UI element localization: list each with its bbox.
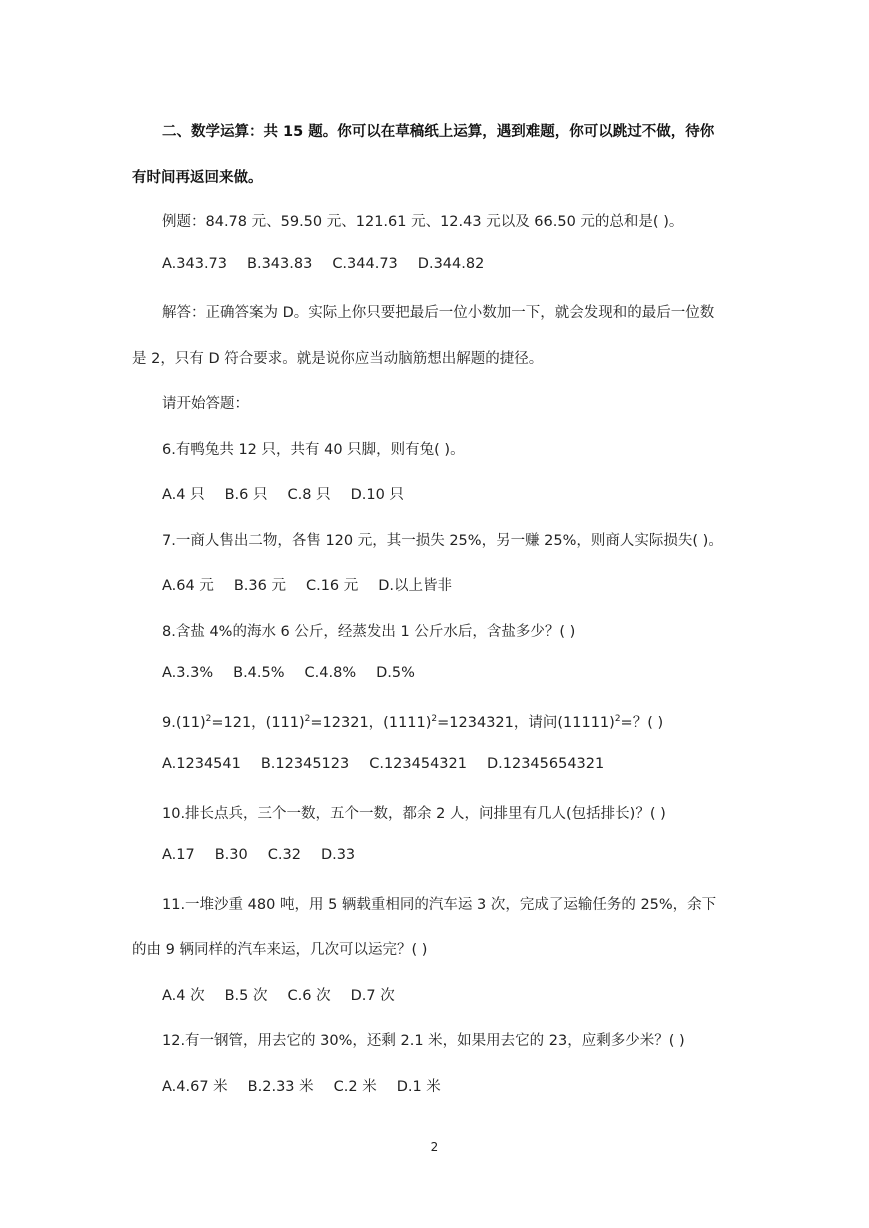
- question-6: 6.有鸭兔共 12 只，共有 40 只脚，则有兔( )。: [162, 442, 465, 458]
- option: C.6 次: [287, 988, 331, 1004]
- option: A.4 只: [162, 487, 205, 503]
- option: B.12345123: [260, 756, 350, 772]
- option: B.343.83: [247, 256, 313, 272]
- option: A.4.67 米: [162, 1079, 228, 1095]
- example-options: [162, 256, 484, 272]
- option: C.344.73: [332, 256, 398, 272]
- question-11-line-1: 11.一堆沙重 480 吨，用 5 辆载重相同的汽车运 3 次，完成了运输任务的 25%，余下: [162, 897, 717, 913]
- question-8: 8.含盐 4%的海水 6 公斤，经蒸发出 1 公斤水后，含盐多少？( ): [162, 624, 576, 640]
- question-12: 12.有一钢管，用去它的 30%，还剩 2.1 米，如果用去它的 23，应剩多少米？( ): [162, 1033, 685, 1049]
- option: B.36 元: [233, 578, 286, 594]
- section-heading-line-2: 有时间再返回来做。: [132, 170, 263, 186]
- option: B.30: [214, 847, 248, 863]
- option: B.5 次: [224, 988, 268, 1004]
- question-10-options: [162, 847, 355, 863]
- option: D.10 只: [350, 487, 404, 503]
- option: C.32: [267, 847, 301, 863]
- option: A.4 次: [162, 988, 205, 1004]
- exponent: 2: [614, 714, 621, 725]
- exponent: 2: [205, 714, 212, 725]
- option: D.7 次: [350, 988, 395, 1004]
- option: A.17: [162, 847, 195, 863]
- example-question: 例题：84.78 元、59.50 元、121.61 元、12.43 元以及 66.50 元的总和是( )。: [162, 214, 684, 230]
- question-11-line-2: 的由 9 辆同样的汽车来运，几次可以运完？( ): [132, 942, 428, 958]
- question-9-text: =1234321，请问(11111): [437, 715, 615, 731]
- exponent: 2: [431, 714, 438, 725]
- option: A.1234541: [162, 756, 241, 772]
- question-6-options: [162, 483, 404, 504]
- option: B.4.5%: [233, 665, 285, 681]
- option: B.6 只: [224, 487, 268, 503]
- question-7-options: [162, 574, 452, 595]
- option: D.1 米: [396, 1079, 441, 1095]
- option: A.64 元: [162, 578, 214, 594]
- question-12-options: [162, 1075, 441, 1096]
- page-number: 2: [430, 1140, 439, 1154]
- option: D.12345654321: [486, 756, 605, 772]
- section-heading-line-1: 二、数学运算：共 15 题。你可以在草稿纸上运算，遇到难题，你可以跳过不做，待你: [162, 124, 715, 140]
- option: D.344.82: [417, 256, 485, 272]
- question-9-text: =12321，(1111): [310, 715, 432, 731]
- option: A.343.73: [162, 256, 228, 272]
- option: C.123454321: [369, 756, 467, 772]
- option: D.33: [320, 847, 356, 863]
- question-10: 10.排长点兵，三个一数，五个一数，都余 2 人，问排里有几人(包括排长)？( ): [162, 806, 666, 822]
- question-9-text: =？( ): [620, 715, 664, 731]
- option: C.4.8%: [304, 665, 357, 681]
- start-prompt: 请开始答题：: [162, 396, 249, 412]
- question-9-text: 9.(11): [162, 715, 206, 731]
- question-9-options: [162, 756, 604, 772]
- option: C.16 元: [305, 578, 359, 594]
- option: C.2 米: [333, 1079, 377, 1095]
- option: A.3.3%: [162, 665, 214, 681]
- exponent: 2: [304, 714, 311, 725]
- question-7: 7.一商人售出二物，各售 120 元，其一损失 25%，另一赚 25%，则商人实际损失( )。: [162, 533, 723, 549]
- option: D.5%: [376, 665, 415, 681]
- option: C.8 只: [287, 487, 331, 503]
- example-answer-line-1: 解答：正确答案为 D。实际上你只要把最后一位小数加一下，就会发现和的最后一位数: [162, 305, 715, 321]
- question-9: [162, 711, 663, 732]
- question-11-options: [162, 984, 395, 1005]
- example-answer-line-2: 是 2，只有 D 符合要求。就是说你应当动脑筋想出解题的捷径。: [132, 351, 544, 367]
- option: D.以上皆非: [378, 578, 453, 594]
- option: B.2.33 米: [247, 1079, 314, 1095]
- question-8-options: [162, 665, 415, 681]
- question-9-text: =121，(111): [211, 715, 305, 731]
